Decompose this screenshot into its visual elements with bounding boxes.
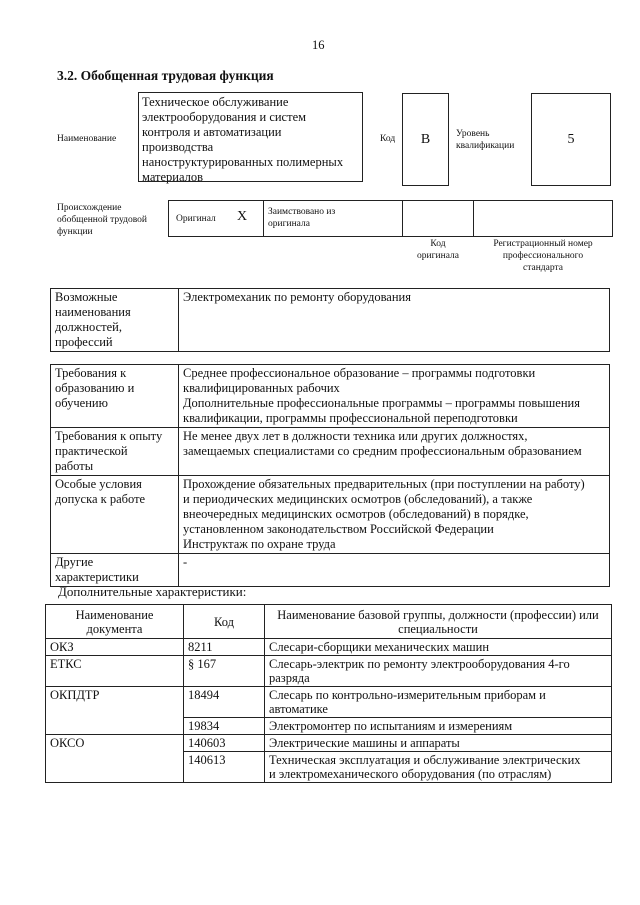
name-cell: Техническая эксплуатация и обслуживание электрических и электромеханического оборудования (по отраслям) — [265, 752, 612, 783]
doc-cell: ЕТКС — [46, 656, 184, 687]
page-number: 16 — [312, 38, 325, 52]
original-mark: X — [237, 209, 248, 224]
table-row — [46, 639, 612, 656]
req-label: Требования к образованию и обучению — [51, 365, 179, 428]
doc-cell: ОКПДТР — [46, 687, 184, 735]
code-cell: 140603 — [184, 735, 265, 752]
req-value: Не менее двух лет в должности техника или других должностях, замещаемых специалистами со средним профессиональным образованием — [179, 428, 610, 476]
req-value: Среднее профессиональное образование – программы подготовки квалифицированных рабочих Дополнительные профессиональные программы – программы повышения квалификации, программы профессиональной переподготовки — [179, 365, 610, 428]
level-label: Уровень квалификации — [456, 129, 515, 151]
code-label: Код — [380, 134, 396, 144]
name-cell: Электромонтер по испытаниям и измерениям — [265, 718, 612, 735]
borrowed-label: Заимствовано из оригинала — [268, 207, 336, 229]
table-row — [46, 687, 612, 718]
code-cell: 18494 — [184, 687, 265, 718]
reg-number-label: Регистрационный номер профессионального стандарта — [493, 239, 593, 273]
table-row — [51, 428, 610, 476]
column-header: Наименование базовой группы, должности (профессии) или специальности — [265, 605, 612, 639]
additional-title: Дополнительные характеристики: — [58, 584, 247, 599]
req-value: - — [179, 554, 610, 587]
additional-table — [45, 604, 612, 783]
name-cell: Электрические машины и аппараты — [265, 735, 612, 752]
divider — [473, 201, 474, 236]
req-label: Требования к опыту практической работы — [51, 428, 179, 476]
code-value-box — [402, 93, 449, 186]
code-value: B — [420, 132, 431, 147]
original-label: Оригинал — [176, 214, 216, 224]
table-row — [51, 289, 610, 352]
requirements-table — [50, 364, 610, 587]
req-label: Особые условия допуска к работе — [51, 476, 179, 554]
level-value: 5 — [567, 132, 575, 147]
level-value-box — [531, 93, 611, 186]
req-label: Другие характеристики — [51, 554, 179, 587]
code-cell: 8211 — [184, 639, 265, 656]
divider — [263, 201, 264, 236]
doc-cell: ОКЗ — [46, 639, 184, 656]
table-row — [51, 554, 610, 587]
column-header: Наименование документа — [46, 605, 184, 639]
name-cell: Слесари-сборщики механических машин — [265, 639, 612, 656]
column-header: Код — [184, 605, 265, 639]
req-value: Прохождение обязательных предварительных (при поступлении на работу) и периодических медицинских осмотров (обследований), а также внеочередных медицинских осмотров (обследований) в порядке, установленном законодательством Российской Федерации Инструктаж по охране труда — [179, 476, 610, 554]
code-cell: § 167 — [184, 656, 265, 687]
positions-table — [50, 288, 610, 352]
origin-label: Происхождение обобщенной трудовой функции — [57, 203, 147, 237]
origin-box — [168, 200, 613, 237]
name-label: Наименование — [57, 134, 117, 144]
positions-label: Возможные наименования должностей, профессий — [51, 289, 179, 352]
name-cell: Слесарь-электрик по ремонту электрооборудования 4-го разряда — [265, 656, 612, 687]
table-row — [46, 656, 612, 687]
code-original-label: Код оригинала — [417, 239, 459, 261]
name-value: Техническое обслуживание электрооборудования и систем контроля и автоматизации производства наноструктурированных полимерных материалов — [142, 95, 344, 184]
name-value-box — [138, 92, 363, 182]
divider — [402, 201, 403, 236]
section-title: 3.2. Обобщенная трудовая функция — [57, 68, 274, 83]
doc-cell: ОКСО — [46, 735, 184, 783]
table-row — [51, 365, 610, 428]
table-row — [51, 476, 610, 554]
name-cell: Слесарь по контрольно-измерительным приборам и автоматике — [265, 687, 612, 718]
positions-value: Электромеханик по ремонту оборудования — [179, 289, 610, 352]
table-row — [46, 735, 612, 752]
code-cell: 19834 — [184, 718, 265, 735]
code-cell: 140613 — [184, 752, 265, 783]
table-header-row — [46, 605, 612, 639]
